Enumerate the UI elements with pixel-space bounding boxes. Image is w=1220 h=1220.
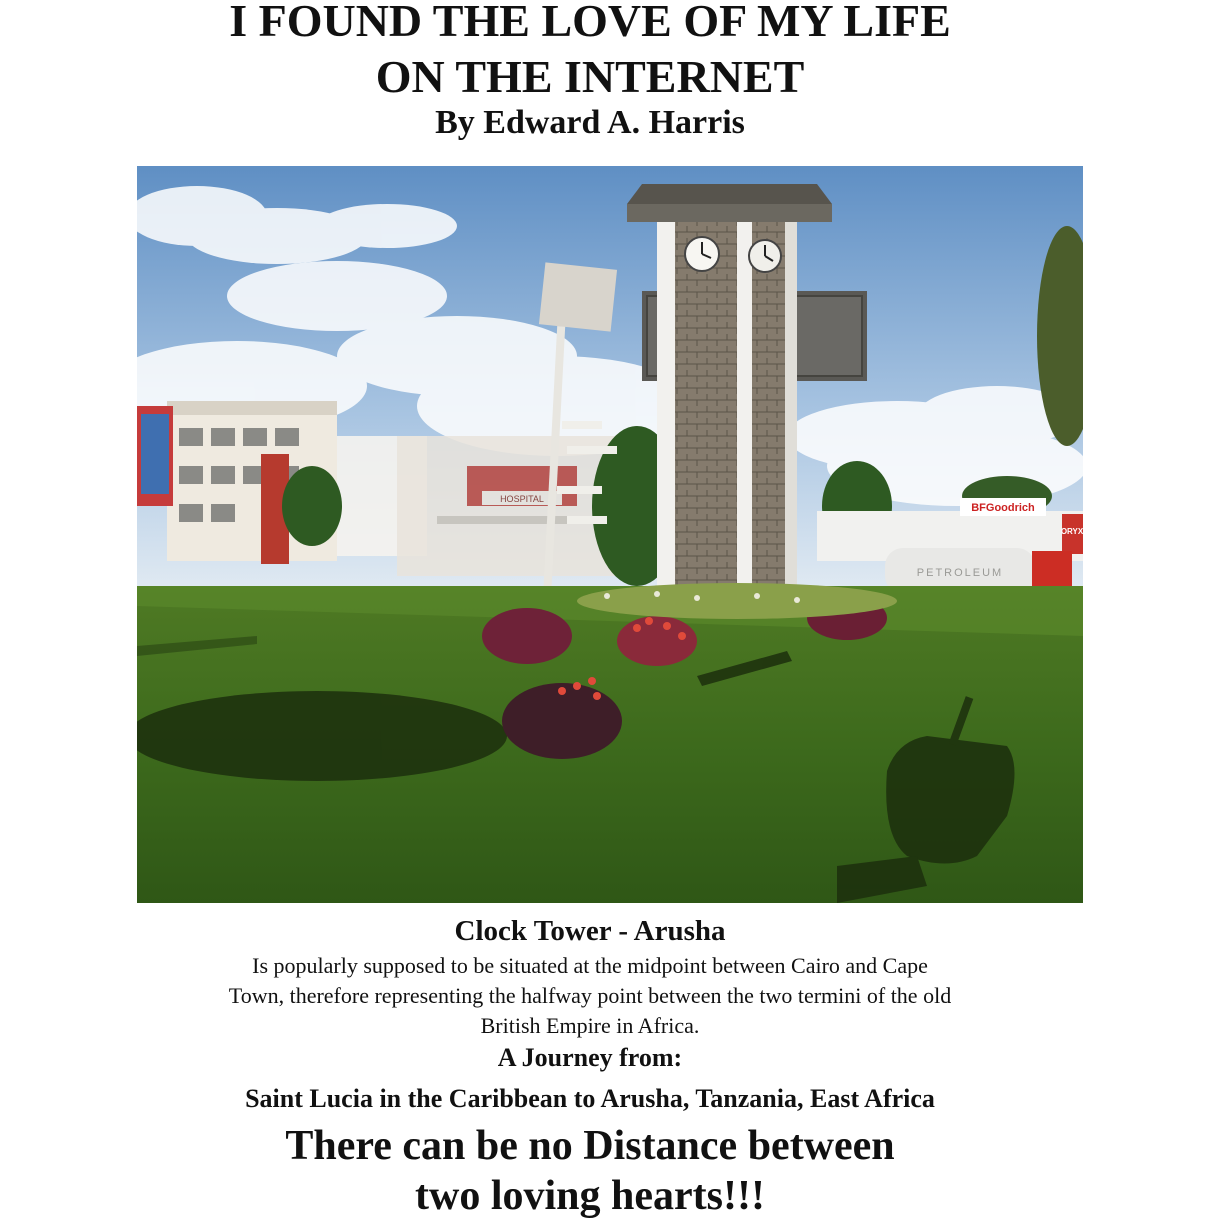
journey-route: Saint Lucia in the Caribbean to Arusha, Tanzania, East Africa — [245, 1084, 935, 1113]
photo-caption-title: Clock Tower - Arusha — [454, 915, 726, 947]
tagline-line-1: There can be no Distance between — [285, 1123, 895, 1169]
description-line-2: Town, therefore representing the halfway point between the two termini of the old — [228, 983, 952, 1008]
oryx-sign: ORYX — [1060, 527, 1083, 536]
description-line-3: British Empire in Africa. — [480, 1013, 700, 1038]
bfgoodrich-sign: BFGoodrich — [971, 502, 1035, 514]
book-title-line-1: I FOUND THE LOVE OF MY LIFE — [229, 0, 951, 46]
book-title-line-2: ON THE INTERNET — [375, 51, 805, 102]
tanker-label: PETROLEUM — [916, 567, 1004, 579]
tagline-line-2: two loving hearts!!! — [415, 1173, 765, 1219]
hospital-sign: HOSPITAL — [500, 494, 544, 504]
description-line-1: Is popularly supposed to be situated at the midpoint between Cairo and Cape — [252, 953, 928, 978]
journey-heading: A Journey from: — [497, 1043, 683, 1072]
clock-tower-photo — [137, 166, 1083, 903]
author-byline: By Edward A. Harris — [435, 104, 745, 141]
